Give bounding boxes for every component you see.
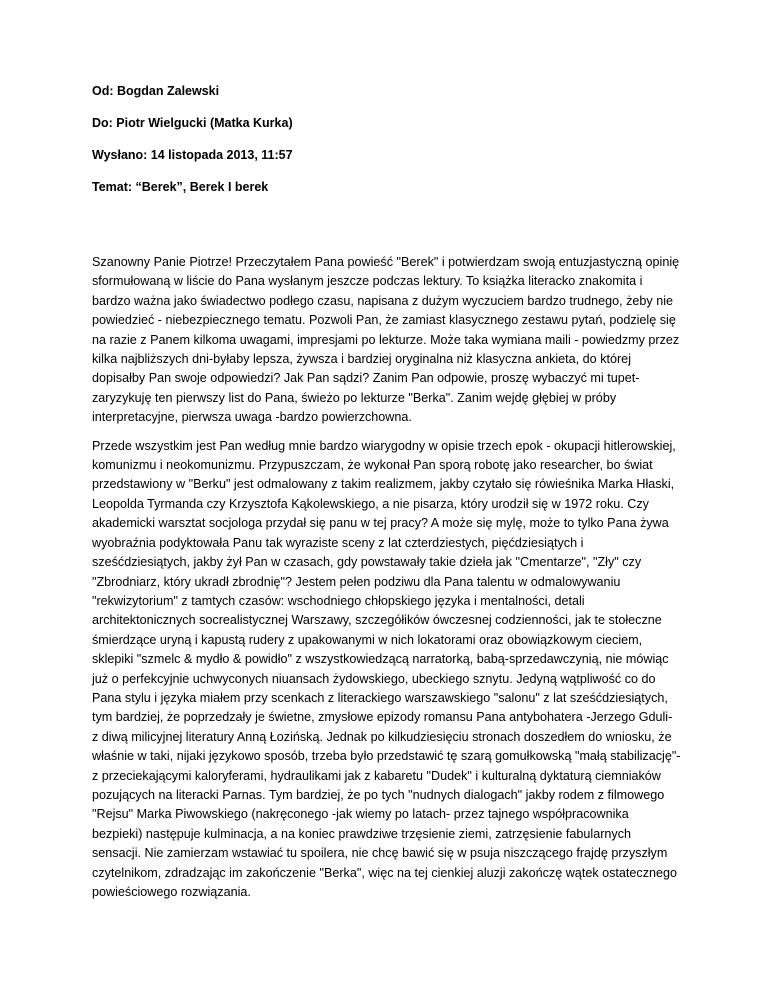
letter-body	[92, 253, 682, 911]
paragraph-1: Szanowny Panie Piotrze! Przeczytałem Pana powieść "Berek" i potwierdzam swoją entuzjastyczną opinię sformułowaną w liście do Pana wysłanym jeszcze podczas lektury. To książka literacko znakomita i bardzo ważna jako świadectwo podłego czasu, napisana z dużym wyczuciem bardzo trudnego, żeby nie powiedzieć - niebezpiecznego tematu. Pozwoli Pan, że zamiast klasycznego zestawu pytań, podzielę się na razie z Panem kilkoma uwagami, impresjami po lekturze. Może taka wymiana maili - powiedzmy przez kilka najbliższych dni-byłaby lepsza, żywsza i bardziej oryginalna niż klasyczna ankieta, do której dopisałby Pan swoje odpowiedzi? Jak Pan sądzi? Zanim Pan odpowie, proszę wybaczyć mi tupet- zaryzykuję ten pierwszy list do Pana, świeżo po lekturze "Berka". Zanim wejdę głębiej w próby interpretacyjne, pierwsza uwaga -bardzo powierzchowna.	[92, 255, 680, 425]
to-line: Do: Piotr Wielgucki (Matka Kurka)	[92, 116, 293, 130]
email-header	[92, 83, 692, 211]
from-line: Od: Bogdan Zalewski	[92, 84, 220, 98]
subject-line: Temat: “Berek”, Berek I berek	[92, 180, 269, 194]
sent-line: Wysłano: 14 listopada 2013, 11:57	[92, 148, 293, 162]
paragraph-2: Przede wszystkim jest Pan według mnie bardzo wiarygodny w opisie trzech epok - okupacji hitlerowskiej, komunizmu i neokomunizmu. Przypuszczam, że wykonał Pan sporą robotę jako researcher, bo świat przedstawiony w "Berku" jest odmalowany z takim realizmem, jakby czytało się rówieśnika Marka Hłaski, Leopolda Tyrmanda czy Krzysztofa Kąkolewskiego, a nie pisarza, który urodził się w 1972 roku. Czy akademicki warsztat socjologa przydał się panu w tej pracy? A może się mylę, może to tylko Pana żywa wyobraźnia podyktowała Panu tak wyraziste sceny z lat czterdziestych, pięćdziesiątych i sześćdziesiątych, jakby żył Pan w czasach, gdy powstawały takie dzieła jak "Cmentarze", "Zły" czy "Zbrodniarz, który ukradł zbrodnię"? Jestem pełen podziwu dla Pana talentu w odmalowywaniu "rekwizytorium" z tamtych czasów: wschodniego chłopskiego języka i mentalności, detali architektonicznych socrealistycznej Warszawy, szczegółików ówczesnej codzienności, jak te stołeczne śmierdzące uryną i kapustą rudery z upakowanymi w nich lokatorami oraz obowiązkowym cieciem, sklepiki "szmelc & mydło & powidło" z wszystkowiedzącą narratorką, babą-sprzedawczynią, nie mówiąc już o perfekcyjnie uchwyconych niuansach żydowskiego, ubeckiego sznytu. Jedyną wątpliwość co do Pana stylu i języka miałem przy scenkach z literackiego warszawskiego "salonu" z lat sześćdziesiątych, tym bardziej, że poprzedzały je świetne, zmysłowe epizody romansu Pana antybohatera -Jerzego Gduli- z diwą milicyjnej literatury Anną Łozińską. Jednak po kilkudziesięciu stronach doszedłem do wniosku, że właśnie w taki, nijaki językowo sposób, trzeba było przedstawić tę szarą gomułkowską "małą stabilizację"- z przeciekającymi kaloryferami, hydraulikami jak z kabaretu "Dudek" i kulturalną dyktaturą ciemniaków pozujących na literacki Parnas. Tym bardziej, że po tych "nudnych dialogach" jakby rodem z filmowego "Rejsu" Marka Piwowskiego (nakręconego -jak wiemy po latach- przez tajnego współpracownika bezpieki) następuje kulminacja, a na koniec prawdziwe trzęsienie ziemi, zatrzęsienie fabularnych sensacji. Nie zamierzam wstawiać tu spoilera, nie chcę bawić się w psuja niszczącego frajdę przyszłym czytelnikom, zdradzając im zakończenie "Berka", więc na tej cienkiej aluzji zakończę wątek ostatecznego powieściowego rozwiązania.	[92, 438, 681, 899]
